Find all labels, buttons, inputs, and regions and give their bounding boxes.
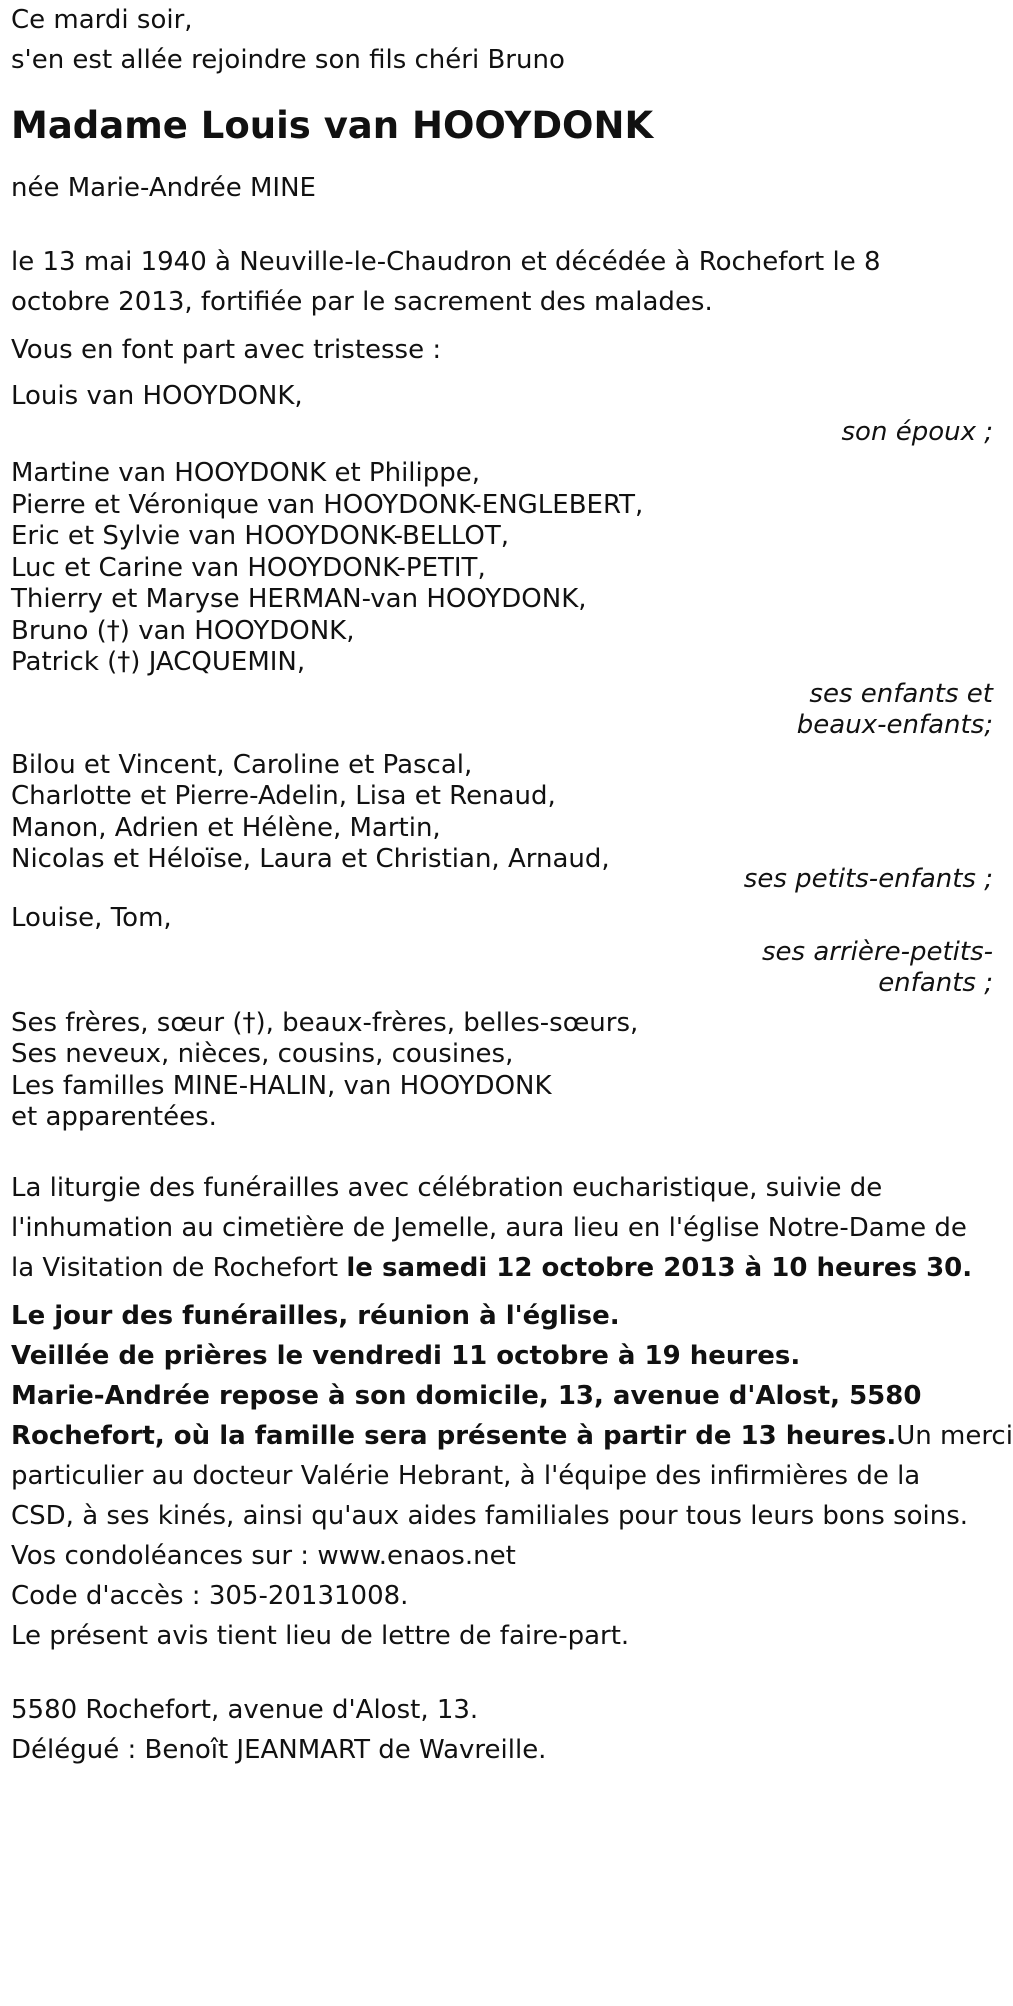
family-line: Les familles MINE-HALIN, van HOOYDONK	[11, 1070, 552, 1101]
vigil-note: Veillée de prières le vendredi 11 octobre à 19 heures.	[11, 1340, 801, 1371]
intro-line-2: s'en est allée rejoindre son fils chéri Bruno	[11, 45, 565, 75]
funeral-line-3	[11, 1248, 993, 1288]
family-block	[11, 1008, 993, 1134]
children-role-line-1: ses enfants et	[809, 678, 993, 709]
delegate-line: Délégué : Benoît JEANMART de Wavreille.	[11, 1734, 547, 1765]
great-grandchildren-role-line-2: enfants ;	[878, 968, 993, 998]
child-name: Patrick (†) JACQUEMIN,	[11, 647, 306, 677]
obituary-notice	[11, 0, 1013, 1770]
condolences-line: Vos condoléances sur : www.enaos.net	[11, 1540, 516, 1571]
rest-line-4: CSD, à ses kinés, ainsi qu'aux aides familiales pour tous leurs bons soins.	[11, 1500, 969, 1531]
great-grandchildren-role-line-1: ses arrière-petits-	[762, 936, 993, 967]
funeral-paragraph	[11, 1168, 993, 1288]
rest-paragraph	[11, 1376, 1013, 1536]
rest-line-1: Marie-Andrée repose à son domicile, 13, avenue d'Alost, 5580	[11, 1380, 922, 1411]
announcement: Vous en font part avec tristesse :	[11, 335, 442, 365]
great-grandchild-names: Louise, Tom,	[11, 903, 172, 933]
meeting-note: Le jour des funérailles, réunion à l'église.	[11, 1300, 620, 1331]
child-name: Luc et Carine van HOOYDONK-PETIT,	[11, 552, 486, 583]
children-role-line-2: beaux-enfants;	[796, 710, 993, 740]
rest-presence: Rochefort, où la famille sera présente à partir de 13 heures.	[11, 1420, 897, 1451]
child-name: Martine van HOOYDONK et Philippe,	[11, 458, 481, 488]
dates-line-1: le 13 mai 1940 à Neuville-le-Chaudron et décédée à Rochefort le 8	[11, 247, 881, 277]
family-line: Ses neveux, nièces, cousins, cousines,	[11, 1039, 514, 1069]
spouse-name: Louis van HOOYDONK,	[11, 381, 303, 411]
intro-line-1: Ce mardi soir,	[11, 5, 193, 35]
child-name: Thierry et Maryse HERMAN-van HOOYDONK,	[11, 584, 587, 614]
spouse-block	[11, 378, 993, 450]
funeral-line-2: l'inhumation au cimetière de Jemelle, aura lieu en l'église Notre-Dame de	[11, 1212, 967, 1243]
child-name: Pierre et Véronique van HOOYDONK-ENGLEBERT,	[11, 489, 644, 520]
thanks-start: Un merci	[896, 1420, 1013, 1451]
grandchild-names: Nicolas et Héloïse, Laura et Christian, Arnaud,	[11, 844, 610, 874]
dates-paragraph	[11, 242, 993, 322]
family-line: Ses frères, sœur (†), beaux-frères, belles-sœurs,	[11, 1007, 639, 1038]
grandchild-names: Bilou et Vincent, Caroline et Pascal,	[11, 749, 473, 780]
children-block	[11, 458, 993, 742]
funeral-place: la Visitation de Rochefort	[11, 1252, 347, 1283]
footer-block	[11, 1690, 993, 1770]
child-name: Bruno (†) van HOOYDONK,	[11, 615, 355, 646]
dates-line-2: octobre 2013, fortifiée par le sacrement des malades.	[11, 287, 713, 317]
grandchildren-role: ses petits-enfants ;	[743, 863, 993, 894]
spouse-role: son époux ;	[841, 417, 993, 447]
child-name: Eric et Sylvie van HOOYDONK-BELLOT,	[11, 521, 509, 551]
funeral-date: le samedi 12 octobre 2013 à 10 heures 30.	[346, 1252, 973, 1283]
family-line: et apparentées.	[11, 1102, 217, 1132]
rest-line-2	[11, 1416, 1013, 1456]
grandchildren-block	[11, 750, 993, 896]
funeral-line-1: La liturgie des funérailles avec célébration eucharistique, suivie de	[11, 1172, 883, 1203]
grandchild-names: Manon, Adrien et Hélène, Martin,	[11, 812, 441, 843]
access-code: Code d'accès : 305-20131008.	[11, 1580, 409, 1611]
grandchild-names: Charlotte et Pierre-Adelin, Lisa et Renaud,	[11, 781, 556, 811]
great-grandchildren-block	[11, 903, 993, 1000]
page-title: Madame Louis van HOOYDONK	[11, 104, 654, 147]
address-line: 5580 Rochefort, avenue d'Alost, 13.	[11, 1694, 479, 1725]
rest-line-3: particulier au docteur Valérie Hebrant, à l'équipe des infirmières de la	[11, 1460, 921, 1491]
notice-line: Le présent avis tient lieu de lettre de faire-part.	[11, 1620, 630, 1651]
birth-name: née Marie-Andrée MINE	[11, 173, 316, 203]
